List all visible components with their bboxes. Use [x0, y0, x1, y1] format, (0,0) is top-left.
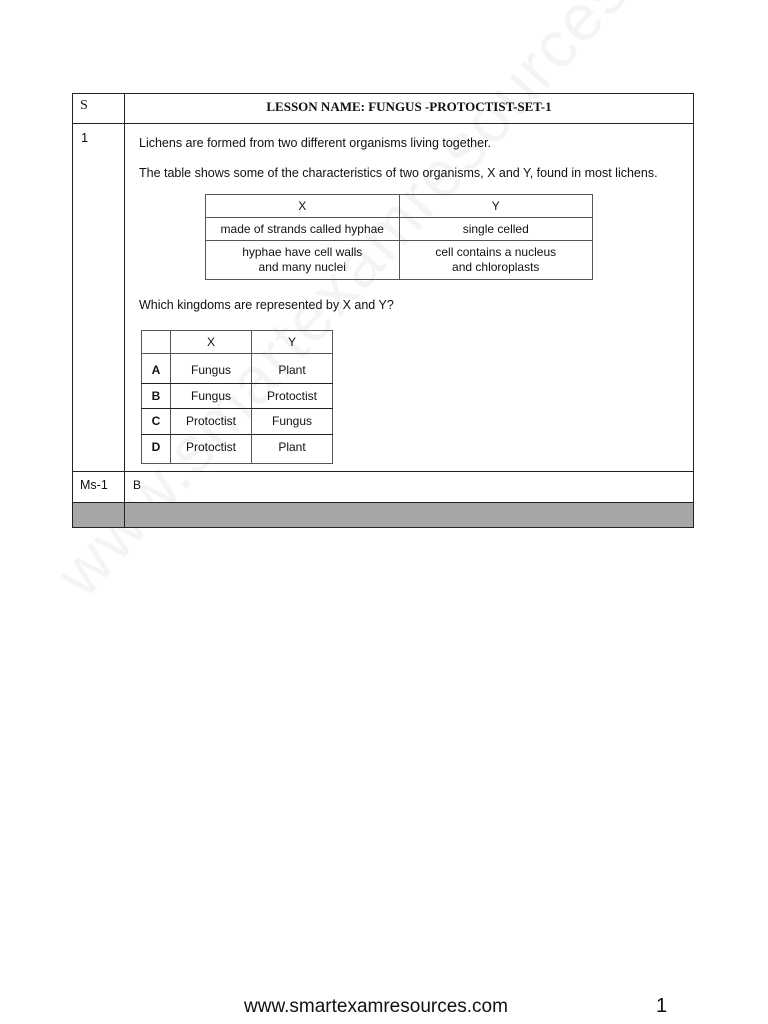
markscheme-answer: B — [125, 472, 694, 503]
table-header-y: Y — [399, 195, 593, 218]
option-letter: C — [142, 409, 171, 435]
table-cell-line: and chloroplasts — [452, 260, 540, 274]
separator-row — [73, 503, 694, 528]
question-number: 1 — [73, 124, 125, 472]
question-body — [125, 124, 693, 471]
option-row-c — [142, 409, 333, 435]
table-cell-line: hyphae have cell walls — [242, 245, 363, 259]
option-y: Fungus — [252, 409, 333, 435]
question-cell — [125, 124, 694, 472]
table-header-x: X — [206, 195, 400, 218]
table-cell — [206, 241, 400, 280]
option-y: Plant — [252, 354, 333, 384]
table-cell — [399, 241, 593, 280]
options-header-x: X — [171, 331, 252, 354]
option-row-b — [142, 383, 333, 409]
markscheme-label: Ms-1 — [73, 472, 125, 503]
table-intro: The table shows some of the characteristics of two organisms, X and Y, found in most lichens. — [139, 166, 658, 180]
page-number: 1 — [656, 995, 668, 1017]
option-x: Protoctist — [171, 434, 252, 464]
question-row — [73, 124, 694, 472]
option-row-d — [142, 434, 333, 464]
question-prompt: Which kingdoms are represented by X and Y? — [139, 298, 394, 312]
separator-cell — [125, 503, 694, 528]
option-row-a — [142, 354, 333, 384]
options-header-y: Y — [252, 331, 333, 354]
option-letter: B — [142, 383, 171, 409]
markscheme-row — [73, 472, 694, 503]
separator-cell — [73, 503, 125, 528]
table-cell: made of strands called hyphae — [206, 218, 400, 241]
lesson-title: LESSON NAME: FUNGUS -PROTOCTIST-SET-1 — [125, 94, 694, 124]
table-cell-line: cell contains a nucleus — [435, 245, 557, 259]
question-intro: Lichens are formed from two different organisms living together. — [139, 136, 492, 150]
s-label: S — [73, 94, 125, 124]
option-y: Protoctist — [252, 383, 333, 409]
option-x: Fungus — [171, 354, 252, 384]
options-header-blank — [142, 331, 171, 354]
option-y: Plant — [252, 434, 333, 464]
question-sheet — [72, 93, 694, 528]
table-cell: single celled — [399, 218, 593, 241]
footer-url: www.smartexamresources.com — [244, 996, 508, 1017]
option-x: Protoctist — [171, 409, 252, 435]
option-x: Fungus — [171, 383, 252, 409]
option-letter: A — [142, 354, 171, 384]
option-letter: D — [142, 434, 171, 464]
header-row — [73, 94, 694, 124]
options-table — [141, 330, 333, 464]
table-cell-line: and many nuclei — [258, 260, 346, 274]
characteristics-table — [205, 194, 593, 280]
